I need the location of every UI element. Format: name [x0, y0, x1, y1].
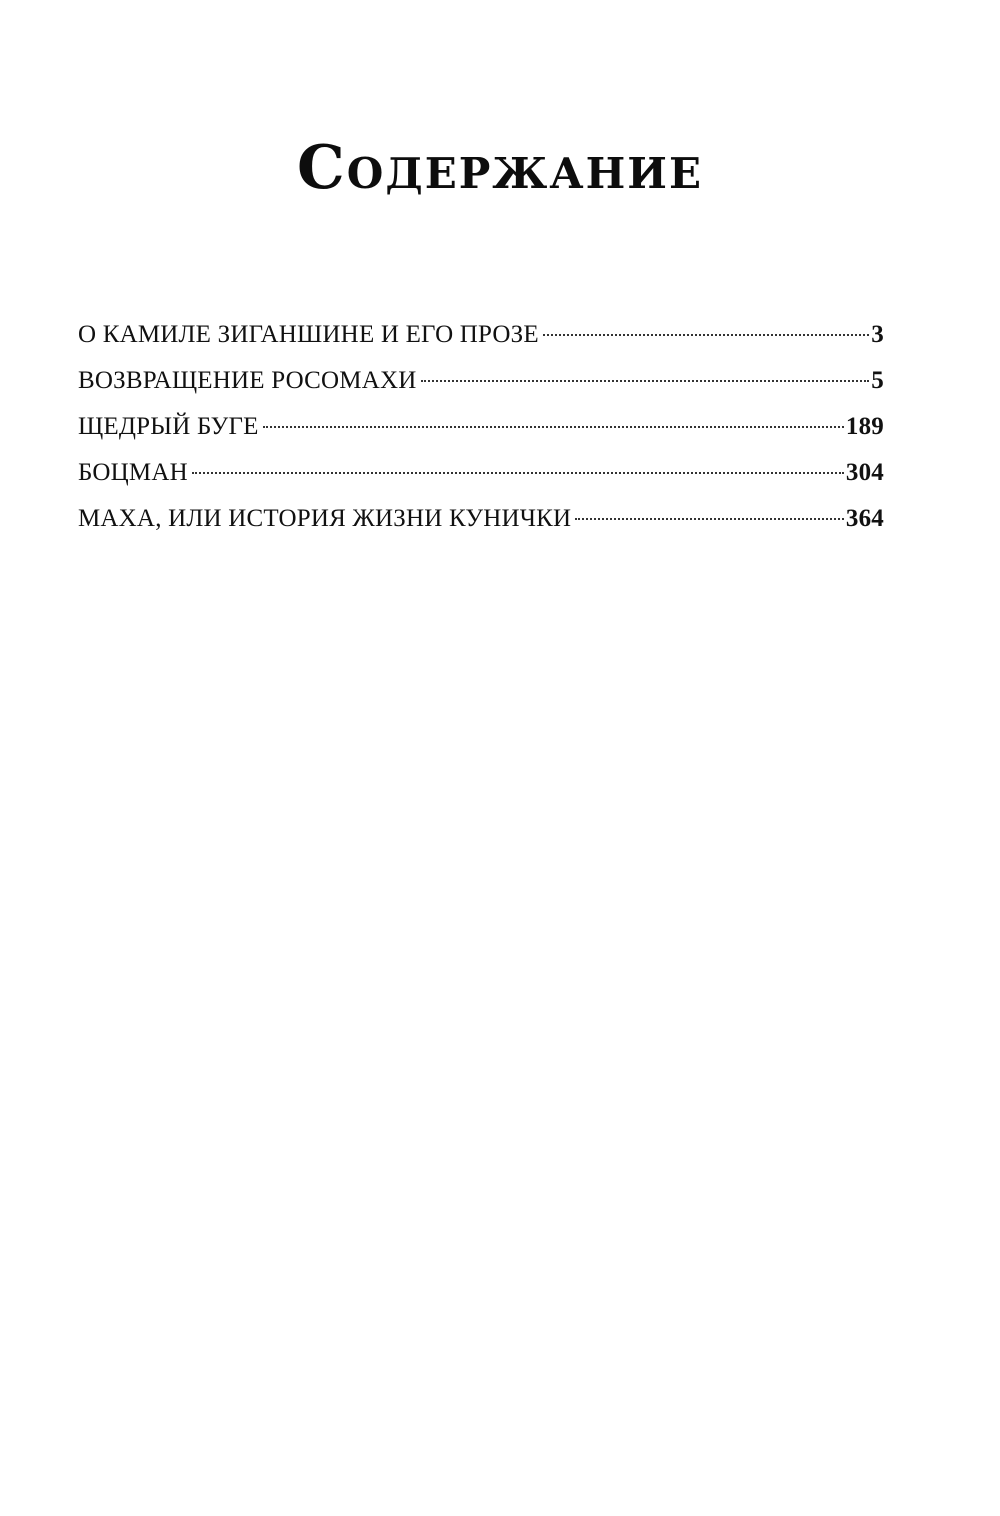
toc-list — [78, 312, 884, 542]
toc-entry — [78, 404, 884, 450]
toc-entry — [78, 450, 884, 496]
toc-entry-title: О КАМИЛЕ ЗИГАНШИНЕ И ЕГО ПРОЗЕ — [78, 321, 539, 348]
toc-entry — [78, 312, 884, 358]
dot-leader — [575, 518, 844, 520]
toc-page-number: 189 — [845, 413, 884, 440]
toc-entry-title: МАХА, ИЛИ ИСТОРИЯ ЖИЗНИ КУНИЧКИ — [78, 505, 572, 532]
toc-page-number: 3 — [871, 321, 884, 348]
toc-page-number: 304 — [845, 459, 884, 486]
dot-leader — [263, 426, 844, 428]
toc-entry — [78, 358, 884, 404]
dot-leader — [543, 334, 869, 336]
toc-entry — [78, 496, 884, 542]
dot-leader — [421, 380, 870, 382]
dot-leader — [192, 472, 844, 474]
toc-page-number: 364 — [845, 505, 884, 532]
toc-entry-title: ВОЗВРАЩЕНИЕ РОСОМАХИ — [78, 367, 417, 394]
toc-heading: Содержание — [297, 133, 703, 203]
toc-entry-title: ЩЕДРЫЙ БУГЕ — [78, 413, 259, 440]
toc-page-number: 5 — [871, 367, 884, 394]
toc-entry-title: БОЦМАН — [78, 459, 188, 486]
